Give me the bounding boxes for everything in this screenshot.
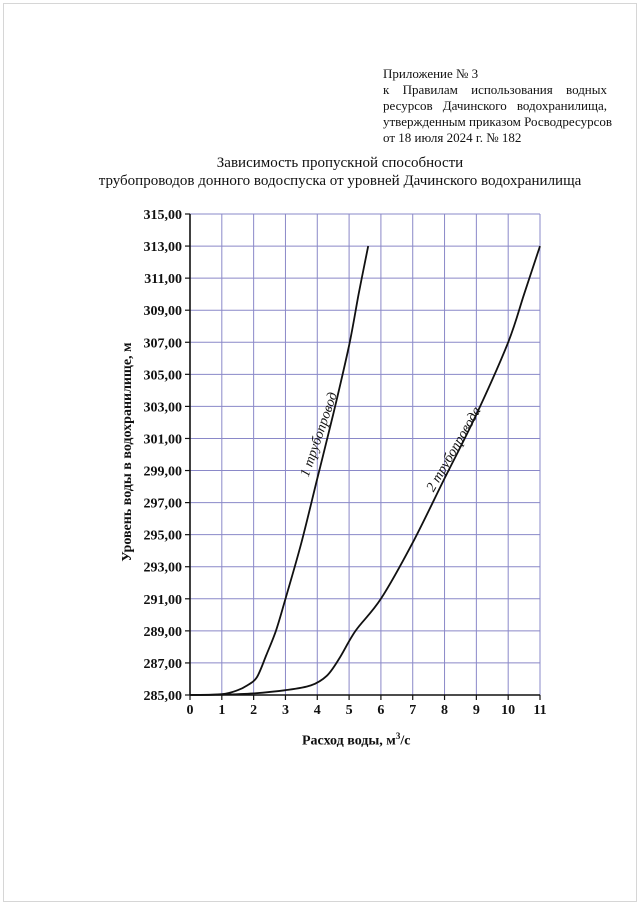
x-axis-label-suffix: /с	[400, 733, 411, 749]
y-axis-label: Уровень воды в водохранилище, м	[120, 342, 135, 562]
x-tick-label: 6	[377, 703, 385, 718]
x-axis-label-text: Расход воды, м	[302, 733, 396, 749]
y-tick-label: 299,00	[143, 464, 182, 480]
y-tick-label: 293,00	[143, 560, 182, 576]
y-tick-label: 307,00	[143, 336, 182, 352]
x-tick-label: 3	[281, 703, 289, 718]
x-tick-label: 8	[441, 703, 449, 718]
header-line: ресурсов Дачинского водохранилища,	[383, 98, 607, 113]
y-tick-label: 297,00	[143, 496, 182, 512]
x-axis-label-sup: 3	[395, 731, 401, 741]
y-tick-label: 313,00	[143, 240, 182, 256]
x-axis-label	[302, 731, 462, 750]
x-tick-label: 11	[533, 703, 547, 718]
chart-title-line: Зависимость пропускной способности	[216, 155, 464, 171]
y-tick-label: 291,00	[143, 592, 182, 608]
chart-title-line: трубопроводов донного водоспуска от уровней Дачинского водохранилища	[98, 173, 582, 189]
x-tick-label: 5	[345, 703, 353, 718]
y-tick-label: 301,00	[143, 432, 182, 448]
header-line: утвержденным приказом Росводресурсов	[383, 114, 612, 129]
x-tick-label: 7	[409, 703, 417, 718]
y-tick-label: 315,00	[143, 208, 182, 223]
x-tick-label: 2	[250, 703, 258, 718]
x-tick-label: 10	[501, 703, 516, 718]
series-label-2: 2 трубопровода	[424, 404, 485, 495]
x-tick-label: 4	[313, 703, 321, 718]
header-line: от 18 июля 2024 г. № 182	[383, 130, 522, 145]
y-tick-label: 311,00	[144, 272, 182, 288]
y-tick-label: 309,00	[143, 304, 182, 320]
x-tick-label: 0	[186, 703, 194, 718]
x-tick-label: 9	[472, 703, 480, 718]
header-line: к Правилам использования водных	[383, 82, 607, 97]
y-tick-label: 305,00	[143, 368, 182, 384]
series-label-1: 1 трубопровод	[298, 390, 341, 479]
x-tick-label: 1	[218, 703, 226, 718]
y-tick-label: 285,00	[143, 689, 182, 704]
y-tick-label: 289,00	[143, 624, 182, 640]
y-tick-label: 287,00	[143, 656, 182, 672]
header-line: Приложение № 3	[383, 66, 479, 81]
y-tick-label: 295,00	[143, 528, 182, 544]
y-tick-label: 303,00	[143, 400, 182, 416]
